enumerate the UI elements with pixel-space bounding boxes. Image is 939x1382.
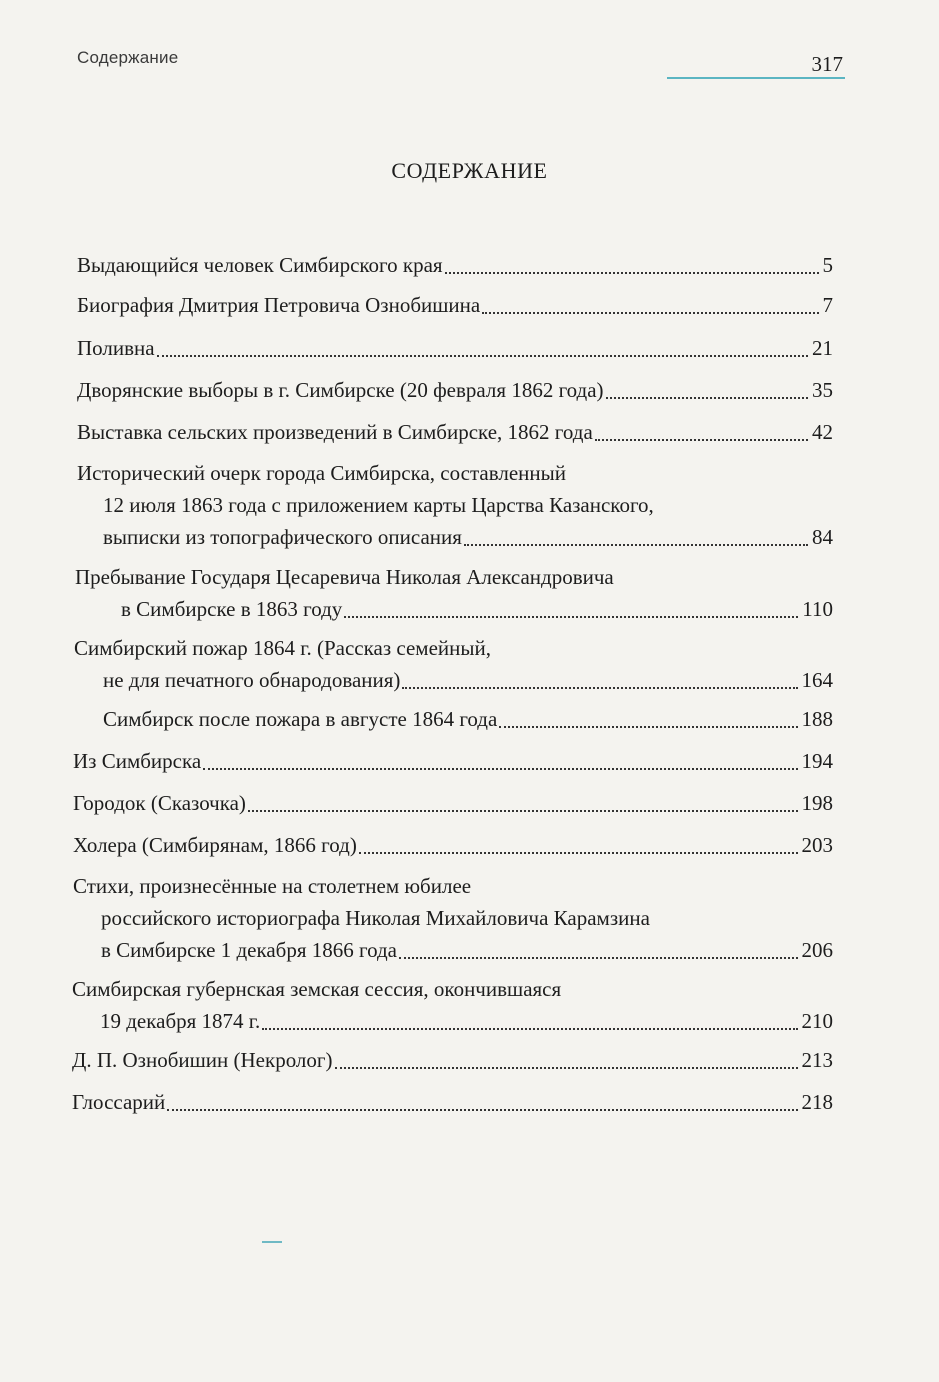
toc-entry [73,787,833,819]
toc-page-number: 188 [801,707,833,731]
toc-entry [73,829,833,861]
toc-entry [77,249,833,281]
leader-dots [359,852,798,854]
toc-entry [103,703,833,735]
toc-page-number: 210 [801,1009,833,1033]
toc-entry-title: не для печатного обнародования) [103,668,401,692]
leader-dots [344,616,798,618]
running-head: Содержание [77,48,179,67]
toc-page-number: 110 [802,597,833,621]
toc-entry-title: 19 декабря 1874 г. [100,1009,261,1033]
leader-dots [445,272,819,274]
leader-dots [335,1067,798,1069]
toc-entry-title: в Симбирске в 1863 году [121,597,343,621]
toc-entry-title: Пребывание Государя Цесаревича Николая Александровича [75,565,614,589]
toc-entry-title: Городок (Сказочка) [73,791,246,815]
toc-entry-title: Симбирск после пожара в августе 1864 года [103,707,498,731]
toc-title: СОДЕРЖАНИЕ [391,158,548,183]
toc-page-number: 7 [822,293,833,317]
page-number: 317 [811,52,843,76]
leader-dots [499,726,797,728]
toc-page-number: 194 [801,749,833,773]
toc-page-number: 164 [801,668,833,692]
toc-entry [77,289,833,321]
leader-dots [595,439,808,441]
toc-page-number: 42 [812,420,833,444]
toc-page-number: 84 [812,525,833,549]
toc-entry-title: 12 июля 1863 года с приложением карты Царства Казанского, [103,493,654,517]
toc-entry-title: Д. П. Ознобишин (Некролог) [72,1048,333,1072]
leader-dots [402,687,797,689]
toc-entry-title: Дворянские выборы в г. Симбирске (20 февраля 1862 года) [77,378,604,402]
leader-dots [262,1028,797,1030]
toc-entry-title: Глоссарий [72,1090,166,1114]
toc-entry-title: Из Симбирска [73,749,202,773]
toc-entry-title: в Симбирске 1 декабря 1866 года [101,938,397,962]
toc-entry-title: Симбирский пожар 1864 г. (Рассказ семейный, [74,636,491,660]
header-rule [667,77,845,79]
toc-page-number: 5 [822,253,833,277]
decorative-rule [262,1241,282,1243]
toc-page-number: 21 [812,336,833,360]
leader-dots [464,544,808,546]
leader-dots [167,1109,797,1111]
toc-entry [73,870,833,966]
toc-entry [72,973,833,1037]
leader-dots [248,810,798,812]
leader-dots [157,355,808,357]
toc-page-number: 203 [801,833,833,857]
leader-dots [203,768,797,770]
toc-entry-title: Биография Дмитрия Петровича Ознобишина [77,293,481,317]
toc-entry-title: Исторический очерк города Симбирска, составленный [77,461,566,485]
toc-page-number: 206 [801,938,833,962]
toc-entry [77,457,833,553]
toc-entry [74,632,833,696]
toc-entry-title: Стихи, произнесённые на столетнем юбилее [73,874,472,898]
toc-page-number: 218 [801,1090,833,1114]
leader-dots [482,312,818,314]
toc-entry-title: Выставка сельских произведений в Симбирске, 1862 года [77,420,593,444]
toc-entry [77,416,833,448]
toc-page-number: 213 [801,1048,833,1072]
toc-entry-title: выписки из топографического описания [103,525,462,549]
toc-entry [72,1044,833,1076]
leader-dots [606,397,808,399]
leader-dots [399,957,798,959]
toc-entry [75,561,833,625]
toc-entry [77,374,833,406]
toc-page-number: 198 [801,791,833,815]
toc-entry-title: российского историографа Николая Михайловича Карамзина [101,906,650,930]
toc-entry [72,1086,833,1118]
toc-page-number: 35 [812,378,833,402]
toc-entry [73,745,833,777]
toc-entry-title: Выдающийся человек Симбирского края [77,253,443,277]
toc-entry-title: Поливна [77,336,155,360]
toc-entry-title: Симбирская губернская земская сессия, окончившаяся [72,977,562,1001]
toc-entry [77,332,833,364]
toc-entry-title: Холера (Симбирянам, 1866 год) [73,833,357,857]
